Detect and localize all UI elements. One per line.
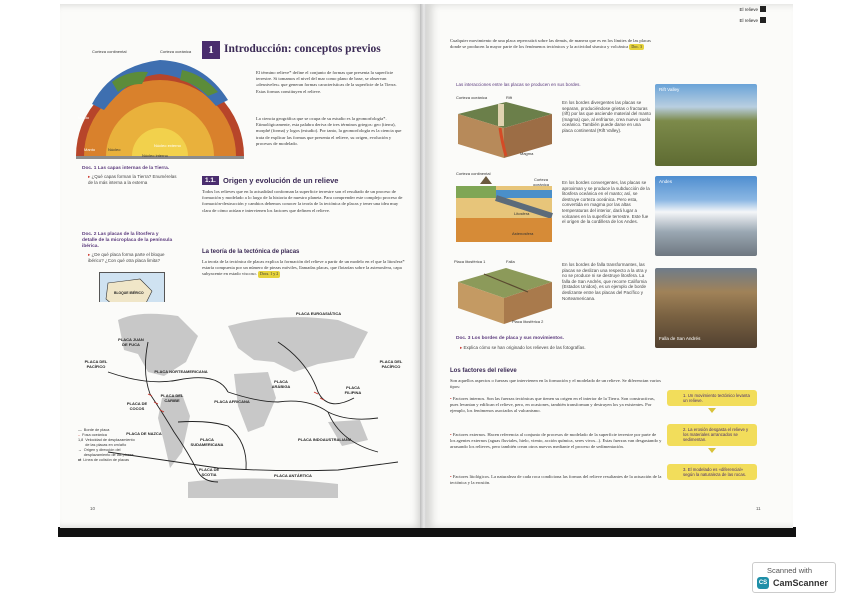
tectonics-paragraph-text: La teoría de la tectónica de placas explica la formación del relieve a partir de un modelo en el que la litosfera* estaría compuesta por un número de piezas móviles, llamadas placas, que flotarían sobre la astenosfera, capa subyacente en estado viscoso.	[202, 259, 405, 277]
right-intro-text: Cualquier movimiento de una placa repercutirá sobre las demás, de manera que es en los límites de las placas donde se producen la mayor parte de los fenómenos tectónicos y la actividad sísmica y volcánica	[450, 38, 651, 50]
intro-paragraph-2: La ciencia geográfica que se ocupa de su estudio es la geomorfología*. Etimológicamente, esta palabra deriva de tres términos griegos: geo (tierra), morphé (forma) y logos (estudio). Por tanto, la geomorfología es la ciencia que trata de explicar las formas que presenta el relieve, su origen, evolución y procesos de modelado.	[256, 116, 402, 146]
diagram2-label-asthenosphere: Astenosfera	[512, 231, 534, 236]
diagram3-label-plate-1: Placa litosférica 1	[454, 259, 486, 264]
camscanner-text: CamScanner	[773, 578, 829, 588]
andes-photo	[655, 176, 757, 256]
tectonics-paragraph	[202, 259, 406, 278]
legend-row-plate-border: — Borde de placa	[78, 428, 110, 432]
diagram1-label-magma: Magma	[520, 151, 534, 156]
right-page-chapter-labels	[739, 6, 766, 28]
map-label-philippine: PLACA FILIPINA	[344, 385, 362, 395]
diagram1-label-oceanic-crust: Corteza oceánica	[456, 95, 488, 100]
map-label-pacific-2: PLACA DEL PACÍFICO	[379, 359, 403, 369]
chapter-label-1-text: El relieve	[739, 6, 758, 12]
factor-internal-text: Factores internos. Son las fuerzas tectónicas que tienen su origen en el interior de la Tierra. Son constructivas, pues levantan y edifican el relieve, pero, en ocasiones, también transforman y destruyen los ya existentes. Por ejemplo, los fenómenos asociados al vulcanismo.	[450, 396, 655, 414]
legend-plate-border-label: Borde de placa	[83, 428, 110, 432]
bullet-icon: ▸	[88, 252, 92, 257]
transform-border-diagram	[454, 258, 556, 328]
subsection-number: 1.1.	[202, 176, 219, 185]
legend-row-speed	[78, 438, 138, 448]
factor-lithologic-text: Factores litológicos. La naturaleza de cada roca condiciona las formas del relieve resultantes de la actuación de la tectónica y la erosión.	[450, 474, 662, 486]
section-number-badge: 1	[202, 41, 220, 59]
camscanner-badge	[752, 562, 836, 593]
rift-valley-photo-label: Rift Valley	[659, 87, 680, 92]
factor-external-text: Factores externos. Hacen referencia al conjunto de procesos de modelado de la superficie terrestre por parte de los agentes externos (aguas fluviales, hielo, viento, acción química, seres vivos...). Estas fuerzas van desgastando y arrasando los relieves, pero también crean otros nuevos mediante el proceso de sedimentación.	[450, 432, 662, 450]
doc2-caption-title: Doc. 2 Las placas de la litosfera y detalle de la microplaca de la península ibérica.	[82, 232, 173, 249]
convergent-border-text: En los bordes convergentes, las placas se aproximan y se produce la subducción de la litosfera oceánica en el manto; así, se destruye corteza oceánica. Pero esta, convertida en magma por las altas temperaturas del interior, dará lugar a volcanes en la superficie terrestre. Este fue el origen de la cordillera de los Andes.	[562, 180, 650, 225]
convergent-border-diagram	[454, 171, 556, 246]
subsection-paragraph: Todos los relieves que en la actualidad conforman la superficie terrestre son el resultado de un proceso de formación y modelado a lo largo de la historia de nuestro planeta. Para comprender este complejo proceso de formación-destrucción y cambios debemos conocer la teoría de la tectónica de placas y tener una idea muy clara de cómo actúan e intervienen los factores que definen el relieve.	[202, 189, 403, 213]
right-intro-paragraph	[450, 38, 662, 50]
flow-step-2: 2. La erosión desgasta el relieve y los materiales arrancados se sedimentan.	[667, 424, 757, 446]
divergent-border-diagram	[454, 94, 556, 164]
transform-border-text: En los bordes de falla transformantes, las placas se deslizan una respecto a la otra y no se produce ni se destruye litosfera. La falla de San Andrés, que recorre California (Estados Unidos), es un ejemplo de borde deslizante entre las placas del Pacífico y Norteamericana.	[562, 262, 648, 301]
map-label-south-american: PLACA SUDAMERICANA	[190, 437, 224, 447]
doc3-caption-question	[460, 345, 650, 351]
doc1-questions-text: ¿Qué capas forman la Tierra? Enumérelas de la más interna a la externa	[88, 174, 177, 185]
legend-row-direction: → Origen y dirección del desplazamiento de las placas	[78, 448, 138, 458]
transform-border-illustration	[454, 258, 556, 328]
chapter-label-2	[739, 17, 766, 23]
flow-step-1: 1. Un movimiento tectónico levanta un relieve.	[667, 390, 757, 406]
tectonics-title: La teoría de la tectónica de placas	[202, 249, 300, 255]
globe-label-core: Núcleo	[108, 147, 121, 152]
san-andreas-photo	[655, 268, 757, 348]
legend-speed-label: Velocidad de desplazamiento de las placas en cm/año	[85, 438, 135, 447]
map-label-juan-de-fuca: PLACA JUAN DE FUCA	[118, 337, 144, 347]
doc2-caption-questions	[88, 252, 180, 263]
chapter-chip-icon	[760, 17, 766, 23]
map-label-north-american: PLACA NORTEAMERICANA	[154, 369, 208, 374]
doc3-question-text: Explica cómo se han originado los relieves de las fotografías.	[463, 345, 586, 350]
legend-direction-label: Origen y dirección del desplazamiento de las placas	[83, 448, 134, 457]
camscanner-logo-icon: CS	[757, 577, 769, 589]
globe-label-outer-core: Núcleo externo	[154, 143, 181, 148]
doc3-reference-tag[interactable]: Doc. 3	[631, 44, 643, 50]
factors-title: Los factores del relieve	[450, 368, 517, 374]
globe-label-continental-crust: Corteza continental	[92, 49, 127, 54]
diagram2-label-continental-crust: Corteza continental	[456, 171, 491, 176]
book-shadow	[58, 527, 796, 537]
bullet-icon: •	[450, 474, 453, 479]
inset-label-iberian-block: BLOQUE IBÉRICO	[114, 291, 144, 295]
map-label-scotia: PLACA DE SCOTIA	[198, 467, 220, 477]
flow-step-3: 3. El modelado es «diferencial» según la naturaleza de las rocas.	[667, 464, 757, 480]
map-label-eurasian: PLACA EUROASIÁTICA	[296, 311, 342, 316]
scanned-with-text: Scanned with	[767, 566, 813, 575]
globe-label-lower-mantle: Manto	[84, 147, 96, 152]
map-label-arabian: PLACA ARÁBIGA	[271, 379, 291, 389]
chapter-label-1	[739, 6, 766, 12]
legend-speed-value: 1,8	[78, 438, 84, 442]
flow-arrow-icon	[708, 448, 716, 453]
divergent-border-text: En los bordes divergentes las placas se separan, produciéndose grietas o fracturas (rift) por las que asciende material del manto (magma) que, al enfriarse, crea nuevo suelo oceánico. También puede darse en una placa continental (Rift Valley).	[562, 100, 652, 133]
map-label-indo-australian: PLACA INDOAUSTRALIANA	[298, 437, 352, 442]
andes-photo-label: Andes	[659, 179, 673, 184]
san-andreas-photo-label: Falla de San Andrés	[659, 336, 701, 341]
bullet-icon: ▸	[88, 174, 92, 179]
map-label-caribbean: PLACA DEL CARIBE	[160, 393, 184, 403]
bullet-icon: •	[450, 396, 453, 401]
chapter-chip-icon	[760, 6, 766, 12]
factor-external	[450, 432, 662, 451]
map-label-cocos: PLACA DE COCOS	[126, 401, 148, 411]
subsection-title: Origen y evolución de un relieve	[223, 176, 339, 185]
diagram1-label-rift: Rift	[506, 95, 512, 100]
flow-arrow-icon	[708, 408, 716, 413]
map-legend	[78, 428, 138, 463]
divergent-border-illustration	[454, 94, 556, 164]
diagram3-label-fault: Falla	[506, 259, 515, 264]
map-label-antarctic: PLACA ANTÁRTICA	[274, 473, 312, 478]
interactions-heading: Las interacciones entre las placas se producen en sus bordes.	[456, 82, 581, 87]
diagram3-label-plate-2: Placa litosférica 2	[512, 319, 544, 324]
tectonic-plates-map	[78, 302, 408, 502]
doc2-questions-text: ¿De qué placa forma parte el bloque ibérico? ¿Con qué otra placa limita?	[88, 252, 165, 263]
right-page-number: 11	[756, 506, 761, 511]
bullet-icon: •	[450, 432, 453, 437]
intro-paragraph-1: El término relieve* define el conjunto de formas que presenta la superficie terrestre. Si tomamos el nivel del mar como plano de base, se observan «desniveles» que generan formas características de la superficie de la Tierra. Estas formas constituyen el relieve.	[256, 70, 397, 94]
earth-layers-diagram	[72, 44, 248, 162]
diagram2-label-oceanic-crust: Corteza oceánica	[532, 177, 549, 187]
globe-label-mantle: Manto	[78, 115, 90, 120]
globe-label-oceanic-crust: Corteza oceánica	[160, 49, 192, 54]
bullet-icon: ▸	[460, 345, 464, 350]
factor-internal	[450, 396, 662, 415]
legend-row-collision: ⇄ Línea de colisión de placas	[78, 458, 129, 462]
doc3-caption-title: Doc. 3 Los bordes de placa y sus movimientos.	[456, 336, 564, 341]
map-label-nazca: PLACA DE NAZCA	[126, 431, 162, 436]
doc1-caption-title: Doc. 1 Las capas internas de la Tierra.	[82, 166, 170, 171]
doc1-caption-questions	[88, 174, 180, 185]
factor-lithologic	[450, 474, 662, 486]
legend-collision-label: Línea de colisión de placas	[83, 458, 129, 462]
legend-ocean-trench-label: Fosa oceánica	[82, 433, 107, 437]
left-page-number: 10	[90, 506, 96, 511]
map-label-pacific-1: PLACA DEL PACÍFICO	[84, 359, 108, 369]
diagram2-label-lithosphere: Litosfera	[514, 211, 530, 216]
map-label-african: PLACA AFRICANA	[214, 399, 250, 404]
legend-row-ocean-trench: ‒ Fosa oceánica	[78, 433, 107, 437]
chapter-label-2-text: El relieve	[739, 17, 758, 23]
docs-reference-tag[interactable]: Docs. 1 y 2	[260, 271, 279, 277]
globe-label-inner-core: Núcleo interno	[142, 153, 168, 158]
section-title: Introducción: conceptos previos	[224, 43, 381, 55]
rift-valley-photo	[655, 84, 757, 166]
factors-intro: Son aquellos aspectos o fuerzas que intervienen en la formación y el modelado de un relieve. Se diferencian varios tipos:	[450, 378, 661, 390]
